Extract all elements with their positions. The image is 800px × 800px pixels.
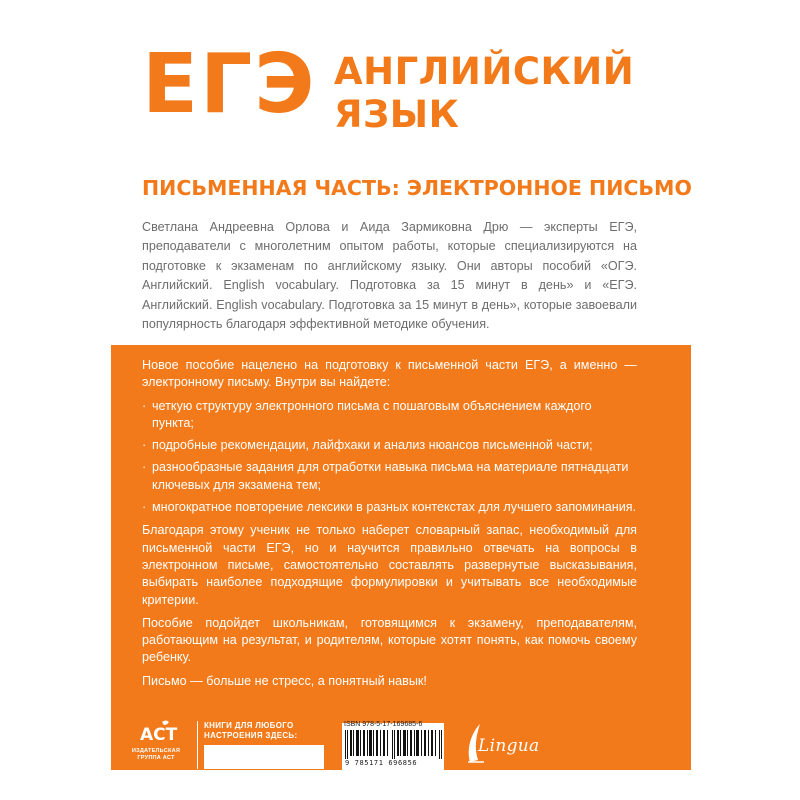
list-item-text: многократное повторение лексики в разных контекстах для лучшего запоминания. (152, 500, 637, 515)
list-item-text: разнообразные задания для отработки навыка письма на материале пятнадцати ключевых для экзамена тем; (152, 460, 629, 492)
ege-title: ЕГЭ (142, 37, 317, 132)
list-item (142, 499, 637, 516)
cover-orange-section (111, 345, 691, 770)
bullet-mark: · (142, 438, 147, 453)
list-item (142, 459, 637, 494)
bullet-mark: · (142, 398, 147, 413)
cover-top-section (111, 30, 691, 345)
books-label (204, 721, 297, 741)
audience-paragraph: Пособие подойдет школьникам, готовящимся к экзамену, преподавателям, работающим на результат, и родителям, которые хотят понять, как помочь своему ребенку. (142, 615, 637, 665)
books-label-line-1: КНИГИ ДЛЯ ЛЮБОГО (204, 721, 294, 730)
list-item-text: подробные рекомендации, лайфхаки и анализ нюансов письменной части; (152, 438, 593, 453)
bullet-mark: · (142, 500, 147, 515)
ast-logo-text: АСТ (140, 725, 178, 745)
barcode-icon (345, 730, 443, 759)
subject-title (334, 50, 634, 136)
cover-footer (111, 718, 691, 770)
publisher-caption: ИЗДАТЕЛЬСКАЯ ГРУППА АСТ (131, 748, 181, 761)
benefit-paragraph: Благодаря этому ученик не только наберет словарный запас, необходимый для письменной части ЕГЭ, но и научится правильно отвечать на вопросы в электронном письме, самостоятельно составлять развернутые высказывания, выбирать наиболее подходящие формулировки и учитывать все необходимые критерии. (142, 523, 637, 607)
books-qr-box (204, 745, 324, 769)
books-label-line-2: НАСТРОЕНИЯ ЗДЕСЬ: (204, 731, 298, 740)
subtitle: ПИСЬМЕННАЯ ЧАСТЬ: ЭЛЕКТРОННОЕ ПИСЬМО (142, 176, 692, 200)
intro-paragraph: Новое пособие нацелено на подготовку к письменной части ЕГЭ, а именно — электронному письму. Внутри вы найдете: (142, 358, 637, 390)
closing-line: Письмо — больше не стресс, а понятный навык! (142, 673, 427, 688)
list-item (142, 398, 637, 433)
ast-logo-icon (138, 718, 178, 770)
authors-paragraph: Светлана Андреевна Орлова и Аида Зармиковна Дрю — эксперты ЕГЭ, преподаватели с многолетним опытом работы, которые специализируются на подготовке к экзаменам по английскому языку. Они авторы пособий «ОГЭ. Английский. English vocabulary. Подготовка за 15 минут в день» и «ЕГЭ. Английский. English vocabulary. Подготовка за 15 минут в день», которые завоевали популярность благодаря эффективной методике обучения. (142, 220, 637, 332)
list-item-text: четкую структуру электронного письма с пошаговым объяснением каждого пункта; (152, 398, 592, 430)
isbn-text: ISBN 978-5-17-169685-6 (344, 721, 423, 728)
book-back-cover (111, 30, 691, 770)
bullet-mark: · (142, 460, 147, 475)
footer-divider (197, 721, 198, 769)
description-block (142, 357, 637, 690)
subject-line-2: ЯЗЫК (334, 93, 460, 136)
list-item (142, 437, 637, 454)
feature-list (142, 398, 637, 517)
subject-line-1: АНГЛИЙСКИЙ (334, 50, 635, 93)
barcode-digits: 9 785171 696856 (345, 759, 418, 767)
lingua-imprint: Lingua (478, 736, 540, 756)
